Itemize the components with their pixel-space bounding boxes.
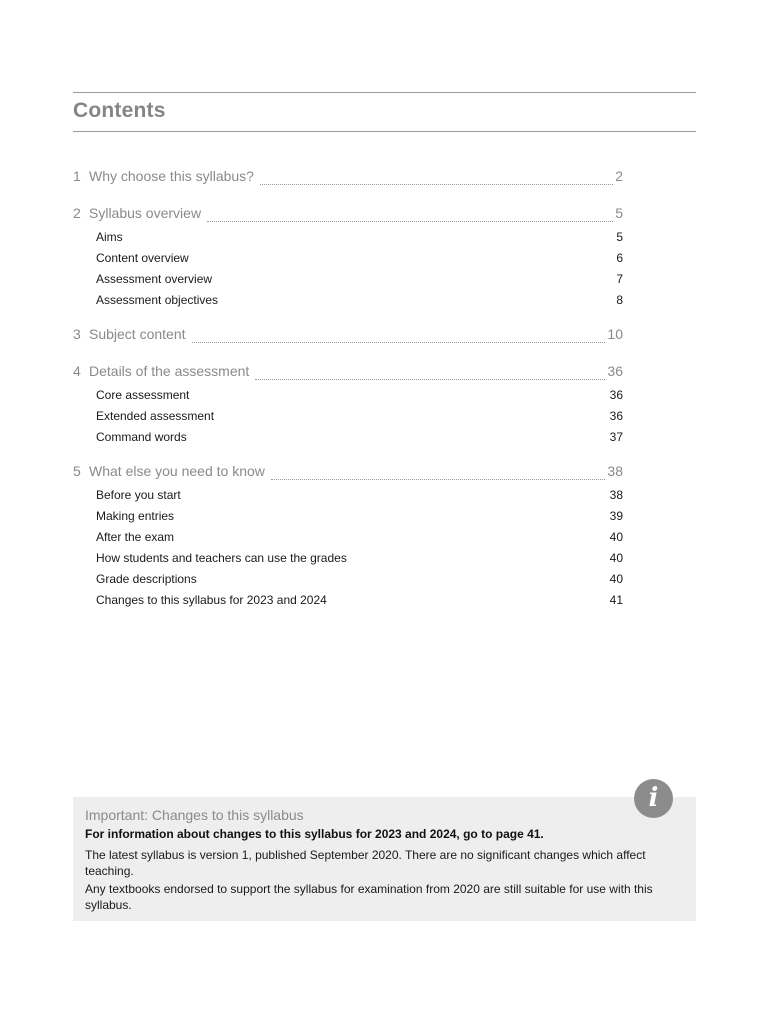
toc-section-entry[interactable] [73, 326, 623, 351]
toc-section-page: 2 [615, 168, 623, 184]
notice-bold-line: For information about changes to this syllabus for 2023 and 2024, go to page 41. [85, 827, 544, 841]
toc-subentry[interactable] [73, 551, 623, 572]
toc-section-title: What else you need to know [89, 463, 265, 479]
toc-subentry[interactable] [73, 572, 623, 593]
toc-section-page: 5 [615, 205, 623, 221]
top-rule [73, 92, 696, 93]
notice-box [73, 797, 696, 921]
toc-section [73, 463, 623, 614]
toc-subentry-label: How students and teachers can use the grades [96, 551, 347, 565]
toc-subentry-label: Aims [96, 230, 123, 244]
toc-section-number: 3 [73, 326, 81, 342]
toc-section [73, 326, 623, 351]
toc-subentry[interactable] [73, 509, 623, 530]
toc-subentry[interactable] [73, 409, 623, 430]
toc-subentry[interactable] [73, 251, 623, 272]
toc-subentry[interactable] [73, 230, 623, 251]
toc-section-entry[interactable] [73, 463, 623, 488]
toc-section-entry[interactable] [73, 363, 623, 388]
toc-section-title: Why choose this syllabus? [89, 168, 254, 184]
toc-subentry-label: Grade descriptions [96, 572, 197, 586]
toc-subentry-label: Assessment objectives [96, 293, 219, 307]
toc-dot-leader [192, 341, 606, 343]
notice-heading: Important: Changes to this syllabus [85, 807, 304, 823]
toc-section-page: 10 [607, 326, 623, 342]
toc-dot-leader [271, 478, 606, 480]
toc-subentry-page: 40 [609, 530, 623, 544]
toc-section-number: 4 [73, 363, 81, 379]
toc-dot-leader [207, 220, 613, 222]
toc-section-number: 2 [73, 205, 81, 221]
toc-subentry[interactable] [73, 488, 623, 509]
toc-subentry-page: 6 [616, 251, 623, 265]
toc-subentry[interactable] [73, 593, 623, 614]
toc-section-number: 1 [73, 168, 81, 184]
toc-subentry[interactable] [73, 293, 623, 314]
toc-subentry-page: 5 [616, 230, 623, 244]
toc-section-page: 38 [607, 463, 623, 479]
toc-subentry-label: Extended assessment [96, 409, 215, 423]
toc-section-entry[interactable] [73, 205, 623, 230]
toc-section-page: 36 [607, 363, 623, 379]
toc-subentry[interactable] [73, 272, 623, 293]
info-icon: i [634, 779, 673, 818]
toc-subentry-page: 40 [609, 551, 623, 565]
toc-section [73, 168, 623, 193]
toc-subentry-label: Content overview [96, 251, 189, 265]
toc-section-title: Syllabus overview [89, 205, 202, 221]
toc-subentry[interactable] [73, 430, 623, 451]
toc-subentry-page: 38 [609, 488, 623, 502]
toc-subentry-page: 36 [609, 409, 623, 423]
toc-subentry-page: 7 [616, 272, 623, 286]
toc-subentry-label: Core assessment [96, 388, 190, 402]
toc-subentry[interactable] [73, 530, 623, 551]
toc-subentry-page: 40 [609, 572, 623, 586]
page-title: Contents [73, 99, 166, 122]
toc-dot-leader [255, 378, 605, 380]
toc-subentry-page: 41 [609, 593, 623, 607]
notice-paragraph-1: The latest syllabus is version 1, published September 2020. There are no significant changes which affect teaching. [85, 848, 646, 878]
toc-dot-leader [260, 183, 613, 185]
toc-subentry-label: Changes to this syllabus for 2023 and 2024 [96, 593, 327, 607]
toc-subentry-label: After the exam [96, 530, 175, 544]
toc-section-title: Subject content [89, 326, 186, 342]
toc-subentry-page: 39 [609, 509, 623, 523]
toc-subentry-page: 36 [609, 388, 623, 402]
toc-subentry-label: Before you start [96, 488, 181, 502]
table-of-contents [73, 168, 623, 626]
toc-subentry-label: Making entries [96, 509, 175, 523]
toc-section [73, 205, 623, 314]
toc-subentry[interactable] [73, 388, 623, 409]
toc-section-number: 5 [73, 463, 81, 479]
toc-subentry-label: Assessment overview [96, 272, 213, 286]
toc-subentry-page: 8 [616, 293, 623, 307]
title-underline [73, 131, 696, 132]
toc-section [73, 363, 623, 451]
notice-paragraph-2: Any textbooks endorsed to support the syllabus for examination from 2020 are still suitable for use with this syllabus. [85, 882, 653, 912]
toc-subentry-label: Command words [96, 430, 187, 444]
toc-subentry-page: 37 [609, 430, 623, 444]
toc-section-entry[interactable] [73, 168, 623, 193]
toc-section-title: Details of the assessment [89, 363, 250, 379]
